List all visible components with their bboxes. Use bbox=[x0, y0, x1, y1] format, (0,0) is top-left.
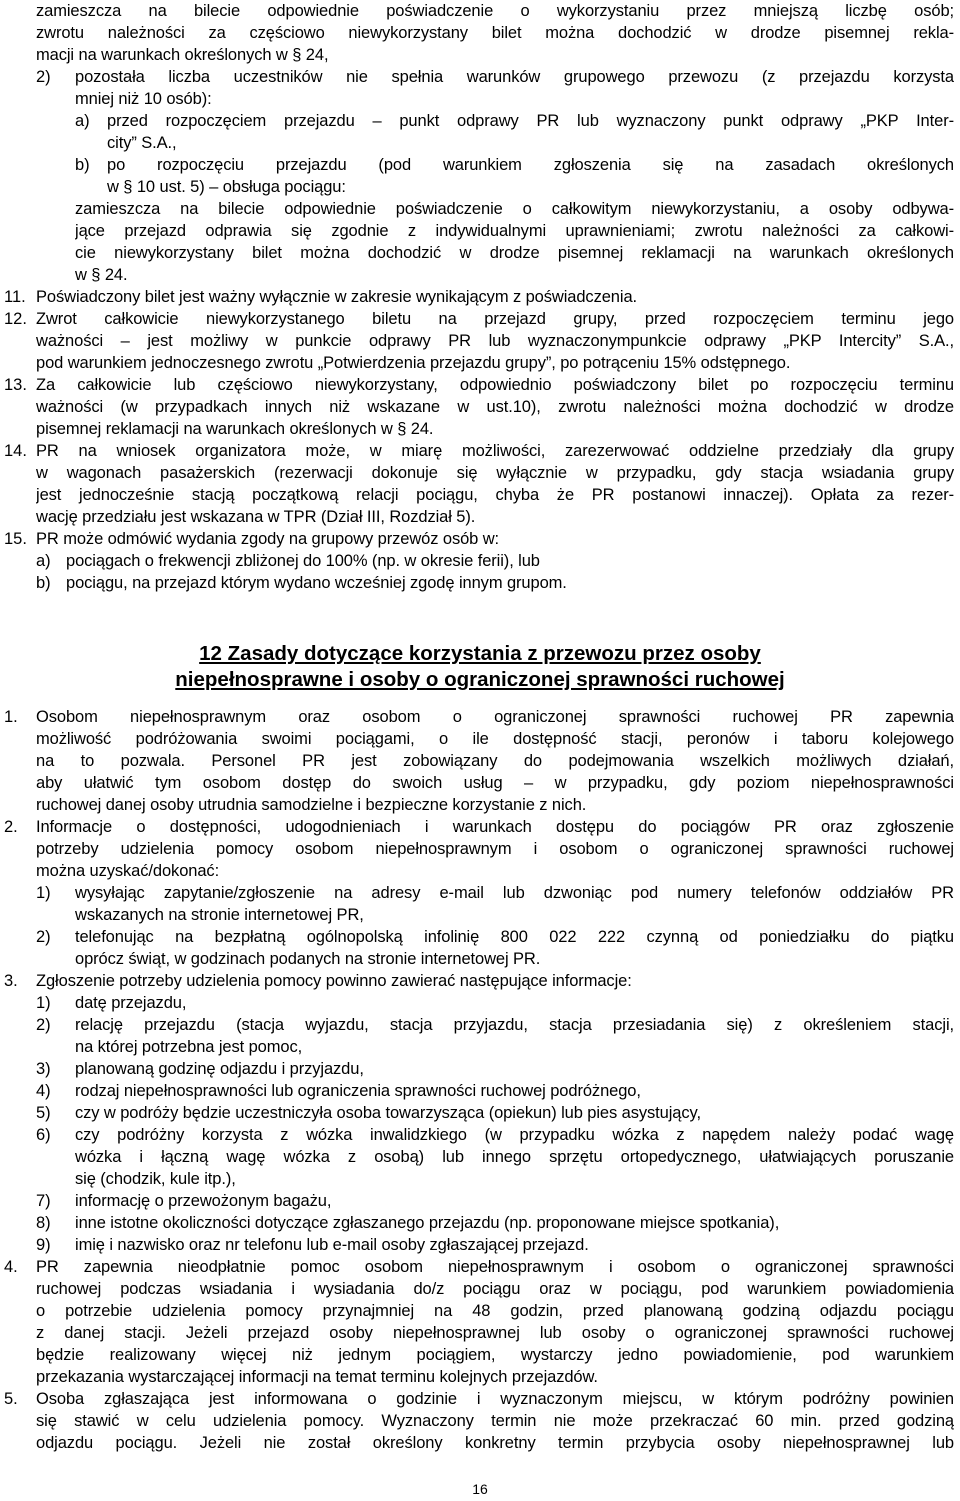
text-line: zamieszcza na bilecie odpowiednie poświadczenie o wykorzystaniu przez mniejszą liczbę osób; bbox=[36, 2, 954, 20]
text-line: Zwrot całkowicie niewykorzystanego biletu na przejazd grupy, przed rozpoczęciem terminu jego bbox=[36, 310, 954, 328]
text-line: wózka i łączną wagę wózka z osobą) lub innego sprzętu ortopedycznego, ułatwiających poruszanie bbox=[75, 1148, 954, 1166]
text-line: Za całkowicie lub częściowo niewykorzystany, odpowiednio poświadczony bilet po rozpoczęciu terminu bbox=[36, 376, 954, 394]
text-line: z danej stacji. Jeżeli przejazd osoby niepełnosprawnej lub osoby o ograniczonej sprawności ruchowej bbox=[36, 1324, 954, 1342]
list-marker: 2. bbox=[4, 818, 18, 836]
text-line: na której potrzebna jest pomoc, bbox=[75, 1038, 303, 1056]
text-line: ważności (w przypadkach innych niż wskazane w ust.10), zwrotu należności można dochodzić w drodze bbox=[36, 398, 954, 416]
text-line: można uzyskać/dokonać: bbox=[36, 862, 220, 880]
text-line: się (chodzik, kule itp.), bbox=[75, 1170, 236, 1188]
text-line: Zgłoszenie potrzeby udzielenia pomocy powinno zawierać następujące informacje: bbox=[36, 972, 632, 990]
text-line: planowaną godzinę odjazdu i przyjazdu, bbox=[75, 1060, 364, 1078]
list-marker: 1. bbox=[4, 708, 18, 726]
text-line: inne istotne okoliczności dotyczące zgłaszanego przejazdu (np. proponowane miejsce spotkania), bbox=[75, 1214, 780, 1232]
list-marker: b) bbox=[36, 574, 51, 592]
list-marker: 2) bbox=[36, 928, 51, 946]
text-line: Informacje o dostępności, udogodnieniach i warunkach dostępu do pociągów PR oraz zgłoszenie bbox=[36, 818, 954, 836]
text-line: datę przejazdu, bbox=[75, 994, 187, 1012]
list-marker: 4) bbox=[36, 1082, 51, 1100]
text-line: informację o przewożonym bagażu, bbox=[75, 1192, 332, 1210]
list-marker: 14. bbox=[4, 442, 27, 460]
text-line: o potrzebie udzielenia pomocy przynajmniej na 48 godzin, przed planowaną godziną odjazdu pociągu bbox=[36, 1302, 954, 1320]
list-marker: 4. bbox=[4, 1258, 18, 1276]
text-line: się stawić w celu udzielenia pomocy. Wyznaczony termin nie może przekraczać 60 min. przed godziną bbox=[36, 1412, 954, 1430]
text-line: w § 10 ust. 5) – obsługa pociągu: bbox=[107, 178, 346, 196]
page-number: 16 bbox=[472, 1481, 488, 1497]
text-line: na to pozwala. Personel PR jest zobowiązany do podejmowania wszelkich możliwych działań, bbox=[36, 752, 954, 770]
text-line: zamieszcza na bilecie odpowiednie poświadczenie o całkowitym niewykorzystaniu, a osoby odbywa- bbox=[75, 200, 954, 218]
list-marker: 1) bbox=[36, 994, 51, 1012]
text-line: rodzaj niepełnosprawności lub ograniczenia sprawności ruchowej podróżnego, bbox=[75, 1082, 641, 1100]
list-marker: 9) bbox=[36, 1236, 51, 1254]
text-line: oprócz świąt, w godzinach podanych na stronie internetowej PR. bbox=[75, 950, 541, 968]
text-line: potrzeby udzielenia pomocy osobom niepełnosprawnym i osobom o ograniczonej sprawności ruchowej bbox=[36, 840, 954, 858]
text-line: czy podróżny korzysta z wózka inwalidzkiego (w przypadku wózka z napędem należy podać wagę bbox=[75, 1126, 954, 1144]
text-line: ruchowej danej osoby utrudnia samodzielne i bezpieczne korzystanie z nich. bbox=[36, 796, 587, 814]
text-line: pociągach o frekwencji zbliżonej do 100% (np. w okresie ferii), lub bbox=[66, 552, 540, 570]
text-line: pod warunkiem jednoczesnego zwrotu „Potwierdzenia przejazdu grupy”, po potrąceniu 15% odstępnego. bbox=[36, 354, 791, 372]
text-line: pociągu, na przejazd którym wydano wcześniej zgodę innym grupom. bbox=[66, 574, 567, 592]
text-line: przed rozpoczęciem przejazdu – punkt odprawy PR lub wyznaczony punkt odprawy „PKP Inter- bbox=[107, 112, 954, 130]
list-marker: 13. bbox=[4, 376, 27, 394]
list-marker: a) bbox=[36, 552, 51, 570]
text-line: macji na warunkach określonych w § 24, bbox=[36, 46, 329, 64]
list-marker: 12. bbox=[4, 310, 27, 328]
list-marker: 5. bbox=[4, 1390, 18, 1408]
text-line: w wagonach pasażerskich (rezerwacji dokonuje się wyłącznie w przypadku, gdy stacja wsiadania grupy bbox=[36, 464, 954, 482]
text-line: wację przedziału jest wskazana w TPR (Dział III, Rozdział 5). bbox=[36, 508, 476, 526]
text-line: zwrotu należności za częściowo niewykorzystany bilet można dochodzić w drodze pisemnej rekla- bbox=[36, 24, 954, 42]
text-line: Osoba zgłaszająca jest informowana o godzinie i wyznaczonym miejscu, w którym podróżny powinien bbox=[36, 1390, 954, 1408]
list-marker: 11. bbox=[4, 288, 26, 306]
text-line: Osobom niepełnosprawnym oraz osobom o ograniczonej sprawności ruchowej PR zapewnia bbox=[36, 708, 954, 726]
list-marker: 2) bbox=[36, 1016, 51, 1034]
list-marker: 3) bbox=[36, 1060, 51, 1078]
list-marker: 3. bbox=[4, 972, 18, 990]
text-line: cie niewykorzystany bilet można dochodzić w drodze pisemnej reklamacji na warunkach określonych bbox=[75, 244, 954, 262]
list-marker: a) bbox=[75, 112, 90, 130]
list-marker: b) bbox=[75, 156, 90, 174]
text-line: Poświadczony bilet jest ważny wyłącznie w zakresie wynikającym z poświadczenia. bbox=[36, 288, 638, 306]
text-line: jest jednocześnie stacją początkową relacji pociągu, chyba że PR postanowi innaczej). Opłata za rezer- bbox=[36, 486, 954, 504]
text-line: w § 24. bbox=[75, 266, 128, 284]
text-line: imię i nazwisko oraz nr telefonu lub e-mail osoby zgłaszającej przejazd. bbox=[75, 1236, 589, 1254]
list-marker: 8) bbox=[36, 1214, 51, 1232]
text-line: PR na wniosek organizatora może, w miarę możliwości, zarezerwować oddzielne przedziały dla grupy bbox=[36, 442, 954, 460]
text-line: PR może odmówić wydania zgody na grupowy przewóz osób w: bbox=[36, 530, 500, 548]
text-line: relację przejazdu (stacja wyjazdu, stacja przyjazdu, stacja przesiadania się) z określeniem stacji, bbox=[75, 1016, 954, 1034]
text-line: wysyłając zapytanie/zgłoszenie na adresy e-mail lub dzwoniąc pod numery telefonów oddziałów PR bbox=[75, 884, 954, 902]
list-marker: 5) bbox=[36, 1104, 51, 1122]
text-line: aby ułatwić tym osobom dostęp do swoich usług – w przypadku, gdy poziom niepełnosprawności bbox=[36, 774, 954, 792]
text-line: pozostała liczba uczestników nie spełnia warunków grupowego przewozu (z przejazdu korzysta bbox=[75, 68, 954, 86]
list-marker: 2) bbox=[36, 68, 51, 86]
text-line: pisemnej reklamacji na warunkach określonych w § 24. bbox=[36, 420, 434, 438]
text-line: ruchowej podczas wsiadania i wysiadania do/z pociągu oraz w pociągu, pod warunkiem powiadomienia bbox=[36, 1280, 954, 1298]
text-line: możliwość podróżowania swoimi pociągami, o ile dostępność stacji, peronów i taboru kolejowego bbox=[36, 730, 954, 748]
section-heading: niepełnosprawne i osoby o ograniczonej sprawności ruchowej bbox=[175, 668, 785, 691]
text-line: telefonując na bezpłatną ogólnopolską infolinię 800 022 222 czynną od poniedziałku do piątku bbox=[75, 928, 954, 946]
list-marker: 15. bbox=[4, 530, 27, 548]
list-marker: 1) bbox=[36, 884, 51, 902]
text-line: wskazanych na stronie internetowej PR, bbox=[75, 906, 364, 924]
list-marker: 6) bbox=[36, 1126, 51, 1144]
text-line: będzie realizowany więcej niż jednym pociągiem, wystarczy jedno powiadomienie, pod warunkiem bbox=[36, 1346, 954, 1364]
section-heading: 12 Zasady dotyczące korzystania z przewozu przez osoby bbox=[199, 642, 761, 665]
text-line: odjazdu pociągu. Jeżeli nie został określony konkretny termin przybycia osoby niepełnosprawnej lub bbox=[36, 1434, 954, 1452]
list-marker: 7) bbox=[36, 1192, 51, 1210]
text-line: ważności – jest możliwy w punkcie odprawy PR lub wyznaczonympunkcie odprawy „PKP Intercity” S.A., bbox=[36, 332, 954, 350]
text-line: po rozpoczęciu przejazdu (pod warunkiem zgłoszenia się na zasadach określonych bbox=[107, 156, 954, 174]
text-line: czy w podróży będzie uczestniczyła osoba towarzysząca (opiekun) lub pies asystujący, bbox=[75, 1104, 701, 1122]
text-line: jące przejazd odprawia się zgodnie z indywidualnymi uprawnieniami; zwrotu należności za całkowi- bbox=[75, 222, 954, 240]
text-line: mniej niż 10 osób): bbox=[75, 90, 212, 108]
text-line: PR zapewnia nieodpłatnie pomoc osobom niepełnosprawnym i osobom o ograniczonej sprawności bbox=[36, 1258, 954, 1276]
text-line: city” S.A., bbox=[107, 134, 177, 152]
text-line: przekazania wystarczającej informacji na temat terminu kolejnych przejazdów. bbox=[36, 1368, 598, 1386]
